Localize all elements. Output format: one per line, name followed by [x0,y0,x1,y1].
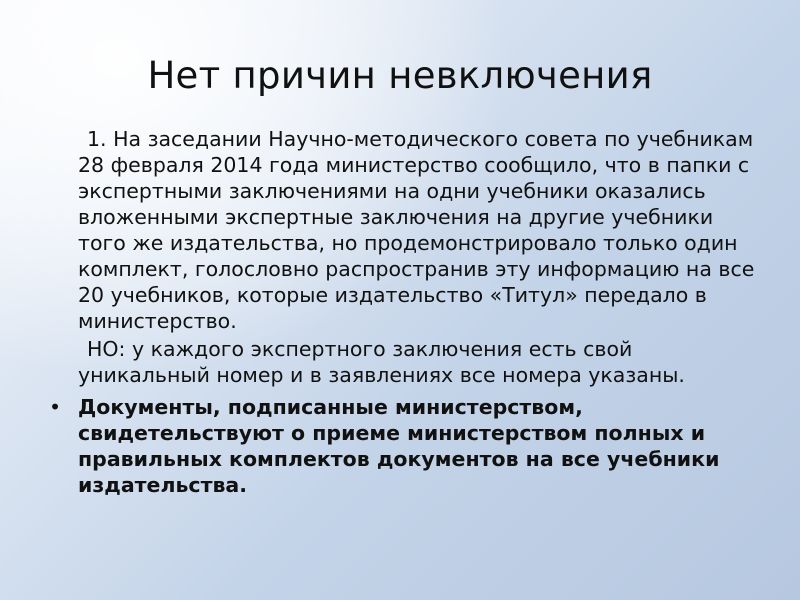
bullet-item-documents [0,394,800,498]
paragraph-but-note: НО: у каждого экспертного заключения есть свой уникальный номер и в заявлениях все номера указаны. [78,337,685,387]
bullet-text: Документы, подписанные министерством, свидетельствуют о приеме министерством полных и правильных комплектов документов на все учебники издательства. [78,395,720,497]
slide-title: Нет причин невключения [147,54,653,97]
slide-body [0,126,800,498]
bullet-icon: • [49,395,62,419]
paragraph-ministry-claim: 1. На заседании Научно-методического совета по учебникам 28 февраля 2014 года министерство сообщило, что в папки с экспертными заключениями на одни учебники оказались вложенными экспертные заключения на другие учебники того же издательства, но продемонстрировало только один комплект, голословно распространив эту информацию на все 20 учебников, которые издательство «Титул» передало в министерство. [78,127,755,333]
